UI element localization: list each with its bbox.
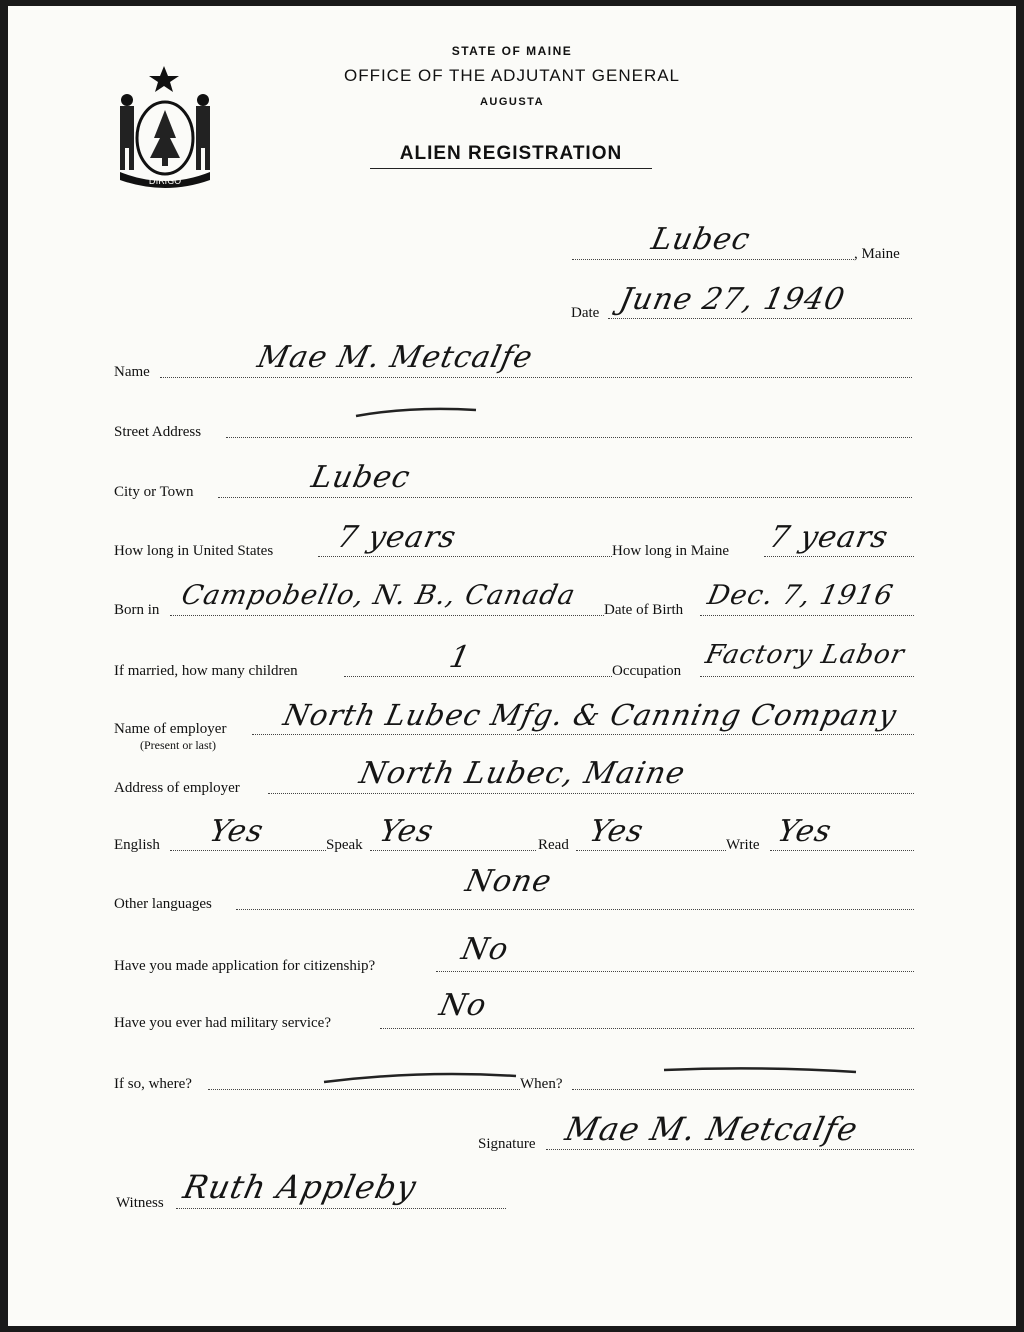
- occupation-value[interactable]: Factory Labor: [702, 640, 908, 670]
- witness-value[interactable]: Ruth Appleby: [179, 1168, 421, 1206]
- employer-address-label: Address of employer: [114, 780, 240, 796]
- when-dash-mark: [660, 1062, 860, 1078]
- born-in-line: [170, 615, 604, 616]
- born-in-value[interactable]: Campobello, N. B., Canada: [178, 580, 579, 611]
- seal-motto: DIRIGO: [148, 177, 182, 187]
- town-line: [572, 259, 854, 260]
- employer-sublabel: (Present or last): [140, 738, 216, 752]
- town-value[interactable]: Lubec: [648, 222, 754, 257]
- us-duration-label: How long in United States: [114, 543, 274, 559]
- children-value[interactable]: 1: [446, 640, 474, 675]
- town-suffix: , Maine: [854, 246, 900, 262]
- witness-line: [176, 1208, 506, 1209]
- citizenship-label: Have you made application for citizenship?: [114, 958, 376, 974]
- street-label: Street Address: [114, 424, 202, 440]
- signature-value[interactable]: Mae M. Metcalfe: [561, 1110, 862, 1148]
- signature-line: [546, 1149, 914, 1150]
- speak-value[interactable]: Yes: [376, 814, 438, 849]
- write-value[interactable]: Yes: [774, 814, 836, 849]
- children-label: If married, how many children: [114, 663, 298, 679]
- citizenship-value[interactable]: No: [458, 932, 513, 967]
- street-line: [226, 437, 912, 438]
- other-languages-line: [236, 909, 914, 910]
- english-label: English: [114, 837, 160, 853]
- us-duration-value[interactable]: 7 years: [334, 520, 460, 555]
- dob-label: Date of Birth: [604, 602, 684, 618]
- other-languages-label: Other languages: [114, 896, 212, 912]
- maine-duration-value[interactable]: 7 years: [766, 520, 892, 555]
- read-label: Read: [538, 837, 569, 853]
- form-title: ALIEN REGISTRATION: [370, 143, 652, 169]
- employer-value[interactable]: North Lubec Mfg. & Canning Company: [280, 698, 901, 732]
- name-value[interactable]: Mae M. Metcalfe: [254, 340, 537, 375]
- date-line: [608, 318, 912, 319]
- date-value[interactable]: June 27, 1940: [616, 282, 849, 317]
- street-dash-mark: [352, 404, 482, 420]
- where-label: If so, where?: [114, 1076, 192, 1092]
- state-heading: STATE OF MAINE: [451, 44, 573, 58]
- when-label: When?: [520, 1076, 563, 1092]
- english-value[interactable]: Yes: [206, 814, 268, 849]
- other-languages-value[interactable]: None: [462, 864, 556, 899]
- write-label: Write: [726, 837, 760, 853]
- us-duration-line: [318, 556, 612, 557]
- when-line: [572, 1089, 914, 1090]
- speak-label: Speak: [326, 837, 363, 853]
- city-line: [218, 497, 912, 498]
- where-dash-mark: [320, 1068, 520, 1086]
- occupation-label: Occupation: [612, 663, 682, 679]
- date-label: Date: [571, 305, 600, 321]
- born-in-label: Born in: [114, 602, 160, 618]
- employer-address-value[interactable]: North Lubec, Maine: [356, 756, 689, 791]
- employer-label: Name of employer: [114, 721, 227, 737]
- dob-value[interactable]: Dec. 7, 1916: [704, 580, 897, 611]
- maine-duration-label: How long in Maine: [612, 543, 730, 559]
- speak-line: [370, 850, 536, 851]
- citizenship-line: [436, 971, 914, 972]
- name-line: [160, 377, 912, 378]
- children-line: [344, 676, 612, 677]
- signature-label: Signature: [478, 1136, 536, 1152]
- military-label: Have you ever had military service?: [114, 1015, 331, 1031]
- city-heading: AUGUSTA: [479, 96, 545, 108]
- city-label: City or Town: [114, 484, 194, 500]
- maine-duration-line: [764, 556, 914, 557]
- english-line: [170, 850, 326, 851]
- where-line: [208, 1089, 520, 1090]
- witness-label: Witness: [116, 1195, 164, 1211]
- military-value[interactable]: No: [436, 988, 491, 1023]
- office-heading: OFFICE OF THE ADJUTANT GENERAL: [343, 66, 681, 85]
- occupation-line: [700, 676, 914, 677]
- military-line: [380, 1028, 914, 1029]
- city-value[interactable]: Lubec: [308, 460, 414, 495]
- write-line: [770, 850, 914, 851]
- name-label: Name: [114, 364, 150, 380]
- employer-line: [252, 734, 914, 735]
- employer-address-line: [268, 793, 914, 794]
- dob-line: [700, 615, 914, 616]
- read-value[interactable]: Yes: [586, 814, 648, 849]
- read-line: [576, 850, 726, 851]
